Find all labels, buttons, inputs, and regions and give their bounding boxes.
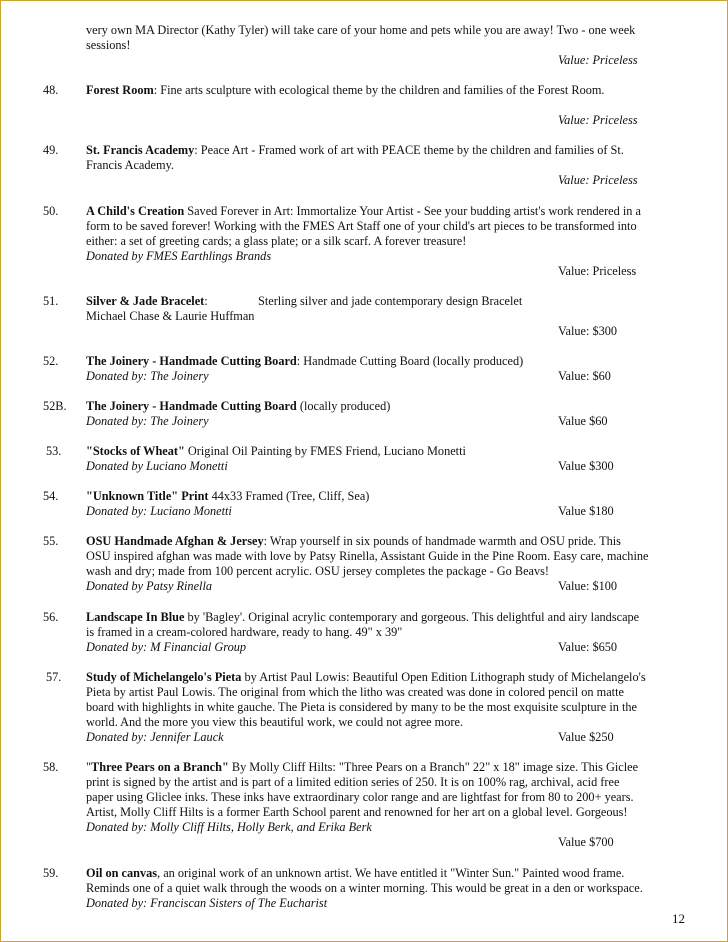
- item-description: Sterling silver and jade contemporary design Bracelet: [258, 294, 523, 308]
- item-value: Value: $100: [558, 579, 618, 593]
- item-description: either: a set of greeting cards; a glass plate; or a silk scarf. A forever treasure!: [86, 234, 467, 248]
- intro-line: very own MA Director (Kathy Tyler) will take care of your home and pets while you are away! Two - one week: [86, 23, 636, 37]
- item-number: 49.: [43, 143, 59, 157]
- item-title: Oil on canvas: [86, 866, 158, 880]
- item-description: by Artist Paul Lowis: Beautiful Open Edition Lithograph study of Michelangelo's: [241, 670, 646, 684]
- item-description: Francis Academy.: [86, 158, 174, 172]
- item-value: Value $180: [558, 504, 614, 518]
- item-value: Value: Priceless: [558, 113, 638, 127]
- item-value: Value: $60: [558, 369, 611, 383]
- item-value: Value $60: [558, 414, 608, 428]
- item-donor: Donated by: Luciano Monetti: [86, 504, 232, 518]
- item-description: 44x33 Framed (Tree, Cliff, Sea): [208, 489, 370, 503]
- item-value: Value: Priceless: [558, 264, 637, 278]
- item-title: Silver & Jade Bracelet: [86, 294, 205, 308]
- item-description: (locally produced): [296, 399, 391, 413]
- item-value: Value $300: [558, 459, 614, 473]
- item-description: Original Oil Painting by FMES Friend, Luciano Monetti: [184, 444, 466, 458]
- item-donor: Donated by: Molly Cliff Hilts, Holly Berk, and Erika Berk: [86, 820, 372, 834]
- item-description: print is signed by the artist and is part of a limited edition series of 250. It is on 100% rag, archival, acid free: [86, 775, 620, 789]
- item-title: OSU Handmade Afghan & Jersey: [86, 534, 264, 548]
- item-description: : Fine arts sculpture with ecological theme by the children and families of the Forest Room.: [153, 83, 605, 97]
- item-title: "Stocks of Wheat": [86, 444, 185, 458]
- item-description: , an original work of an unknown artist. We have entitled it "Winter Sun." Painted wood frame.: [157, 866, 625, 880]
- item-donor: Donated by: Jennifer Lauck: [86, 730, 224, 744]
- item-value: Value: Priceless: [558, 173, 638, 187]
- item-donor: Michael Chase & Laurie Huffman: [86, 309, 255, 323]
- item-value: Value $700: [558, 835, 614, 849]
- page-number: 12: [672, 911, 685, 926]
- item-description: : Peace Art - Framed work of art with PEACE theme by the children and families of St.: [194, 143, 624, 157]
- item-number: 57.: [46, 670, 62, 684]
- item-title: "Unknown Title" Print: [86, 489, 209, 503]
- item-donor: Donated by: M Financial Group: [86, 640, 247, 654]
- item-value: Value $250: [558, 730, 614, 744]
- item-description: by 'Bagley'. Original acrylic contemporary and gorgeous. This delightful and airy landscape: [184, 610, 640, 624]
- item-value: Value: $650: [558, 640, 618, 654]
- item-title: The Joinery - Handmade Cutting Board: [86, 354, 297, 368]
- item-description: world. And the more you view this beautiful work, we could not agree more.: [86, 715, 464, 729]
- item-number: 48.: [43, 83, 59, 97]
- item-description: Saved Forever in Art: Immortalize Your Artist - See your budding artist's work rendered in a: [184, 204, 641, 218]
- intro-line: sessions!: [86, 38, 131, 52]
- item-number: 54.: [43, 489, 59, 503]
- item-number: 58.: [43, 760, 59, 774]
- item-title: Study of Michelangelo's Pieta: [86, 670, 242, 684]
- item-number: 53.: [46, 444, 62, 458]
- item-title: Three Pears on a Branch": [91, 760, 229, 774]
- item-value: Value: $300: [558, 324, 618, 338]
- item-quote: ": [86, 760, 92, 774]
- item-description: OSU inspired afghan was made with love by Patsy Rinella, Assistant Guide in the Pine Room. Easy care, machine: [86, 549, 649, 563]
- item-number: 56.: [43, 610, 59, 624]
- item-donor: Donated by Patsy Rinella: [86, 579, 213, 593]
- item-title: St. Francis Academy: [86, 143, 195, 157]
- item-title: Forest Room: [86, 83, 154, 97]
- item-donor: Donated by: The Joinery: [86, 369, 209, 383]
- item-title: A Child's Creation: [86, 204, 185, 218]
- item-donor: Donated by: The Joinery: [86, 414, 209, 428]
- item-number: 55.: [43, 534, 59, 548]
- item-title: The Joinery - Handmade Cutting Board: [86, 399, 297, 413]
- item-description: By Molly Cliff Hilts: "Three Pears on a Branch" 22" x 18" image size. This Giclee: [228, 760, 639, 774]
- item-donor: Donated by Luciano Monetti: [86, 459, 228, 473]
- item-description: : Wrap yourself in six pounds of handmade warmth and OSU pride. This: [263, 534, 621, 548]
- item-value: Value: Priceless: [558, 53, 638, 67]
- item-title: Landscape In Blue: [86, 610, 185, 624]
- item-number: 50.: [43, 204, 59, 218]
- item-description: paper using Gliclee inks. These inks have extraordinary color range and are lightfast for from 80 to 200+ years.: [86, 790, 634, 804]
- item-donor: Donated by: Franciscan Sisters of The Eucharist: [86, 896, 328, 910]
- item-number: 52.: [43, 354, 59, 368]
- item-description: Artist, Molly Cliff Hilts is a former Earth School parent and renowned for her art on a global level. Gorgeous!: [86, 805, 628, 819]
- item-description: : Handmade Cutting Board (locally produced): [296, 354, 524, 368]
- item-description: is framed in a cream-colored hardware, ready to hang. 49" x 39": [86, 625, 403, 639]
- item-description: Reminds one of a quiet walk through the woods on a winter morning. This would be great in a den or workspace.: [86, 881, 643, 895]
- item-description: form to be saved forever! Working with the FMES Art Staff one of your child's art pieces to be transformed into: [86, 219, 637, 233]
- item-number: 51.: [43, 294, 59, 308]
- item-colon: :: [204, 294, 208, 308]
- item-number: 59.: [43, 866, 59, 880]
- item-description: Pieta by artist Paul Lowis. The original from which the litho was created was done in colored pencil on matte: [86, 685, 624, 699]
- item-number: 52B.: [43, 399, 67, 413]
- item-donor: Donated by FMES Earthlings Brands: [86, 249, 272, 263]
- item-description: wash and dry; made from 100 percent acrylic. OSU jersey completes the package - Go Beavs!: [86, 564, 550, 578]
- item-description: board with highlights in white gauche. The Pieta is considered by many to be the most exquisite sculpture in the: [86, 700, 637, 714]
